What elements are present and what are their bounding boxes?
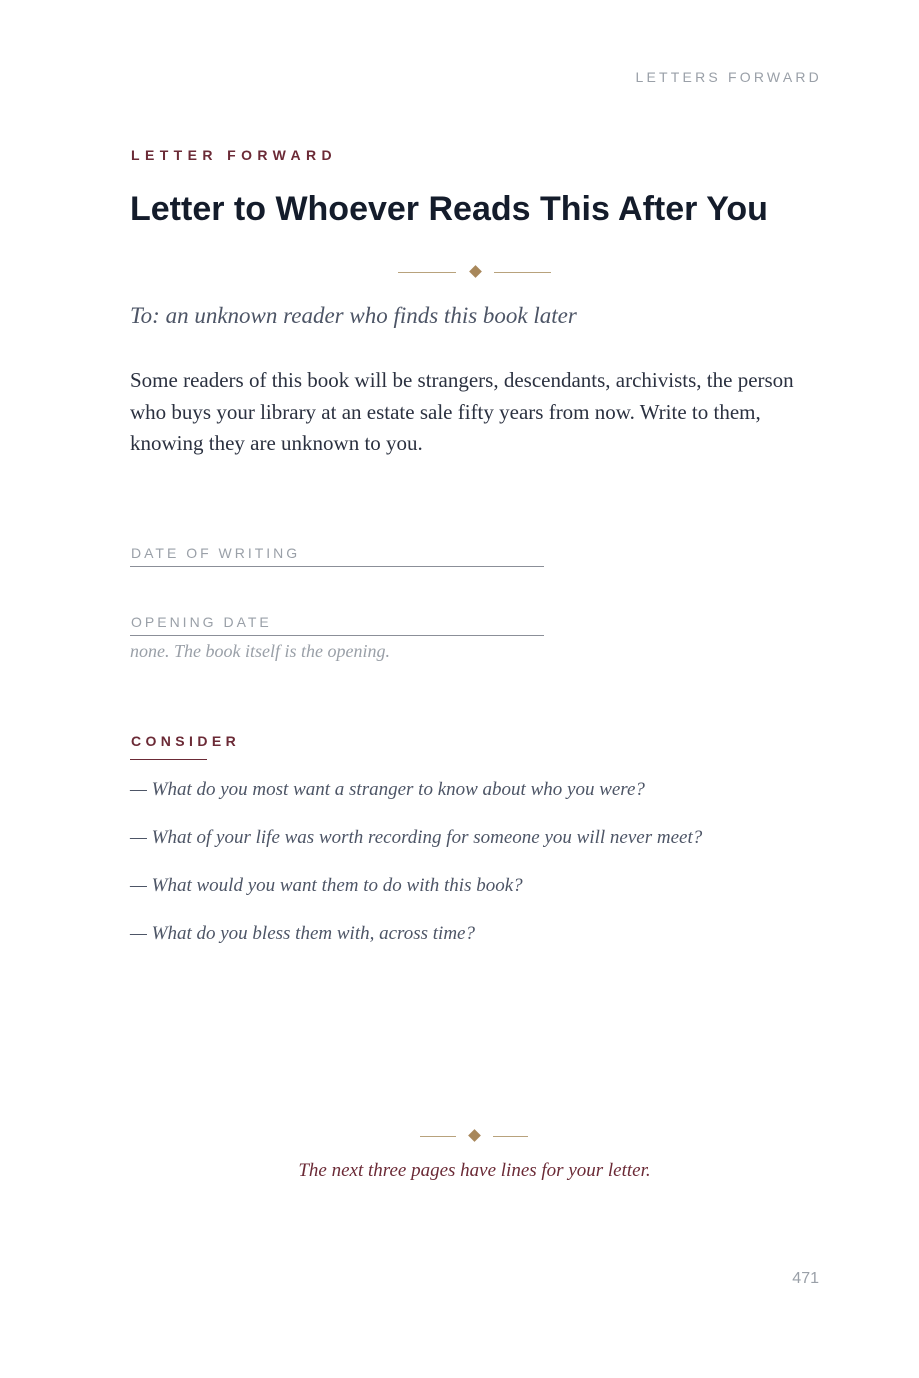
body-paragraph: Some readers of this book will be strangers, descendants, archivists, the person who buys your library at an estate sale fifty years from now. Write to them, knowing they are unknown to you.	[130, 368, 794, 455]
date-of-writing-line[interactable]	[130, 566, 544, 567]
date-of-writing-label: DATE OF WRITING	[131, 545, 301, 561]
diamond-ornament-icon	[398, 265, 558, 279]
consider-prompt: — What would you want them to do with this book?	[130, 875, 523, 896]
section-kicker: LETTER FORWARD	[131, 147, 338, 163]
running-head: LETTERS FORWARD	[635, 69, 822, 85]
consider-prompt: — What do you bless them with, across time?	[130, 923, 475, 944]
diamond-ornament-icon	[420, 1129, 530, 1143]
consider-underline	[130, 759, 207, 760]
opening-date-note: none. The book itself is the opening.	[130, 641, 390, 661]
consider-heading: CONSIDER	[131, 733, 241, 749]
opening-date-label: OPENING DATE	[131, 614, 272, 630]
consider-prompt: — What do you most want a stranger to know about who you were?	[130, 779, 645, 800]
page-title: Letter to Whoever Reads This After You	[130, 190, 768, 228]
opening-date-line[interactable]	[130, 635, 544, 636]
salutation: To: an unknown reader who finds this book later	[130, 303, 577, 328]
consider-prompt: — What of your life was worth recording for someone you will never meet?	[130, 827, 703, 848]
page-number: 471	[792, 1270, 819, 1287]
closing-note: The next three pages have lines for your letter.	[298, 1160, 651, 1181]
